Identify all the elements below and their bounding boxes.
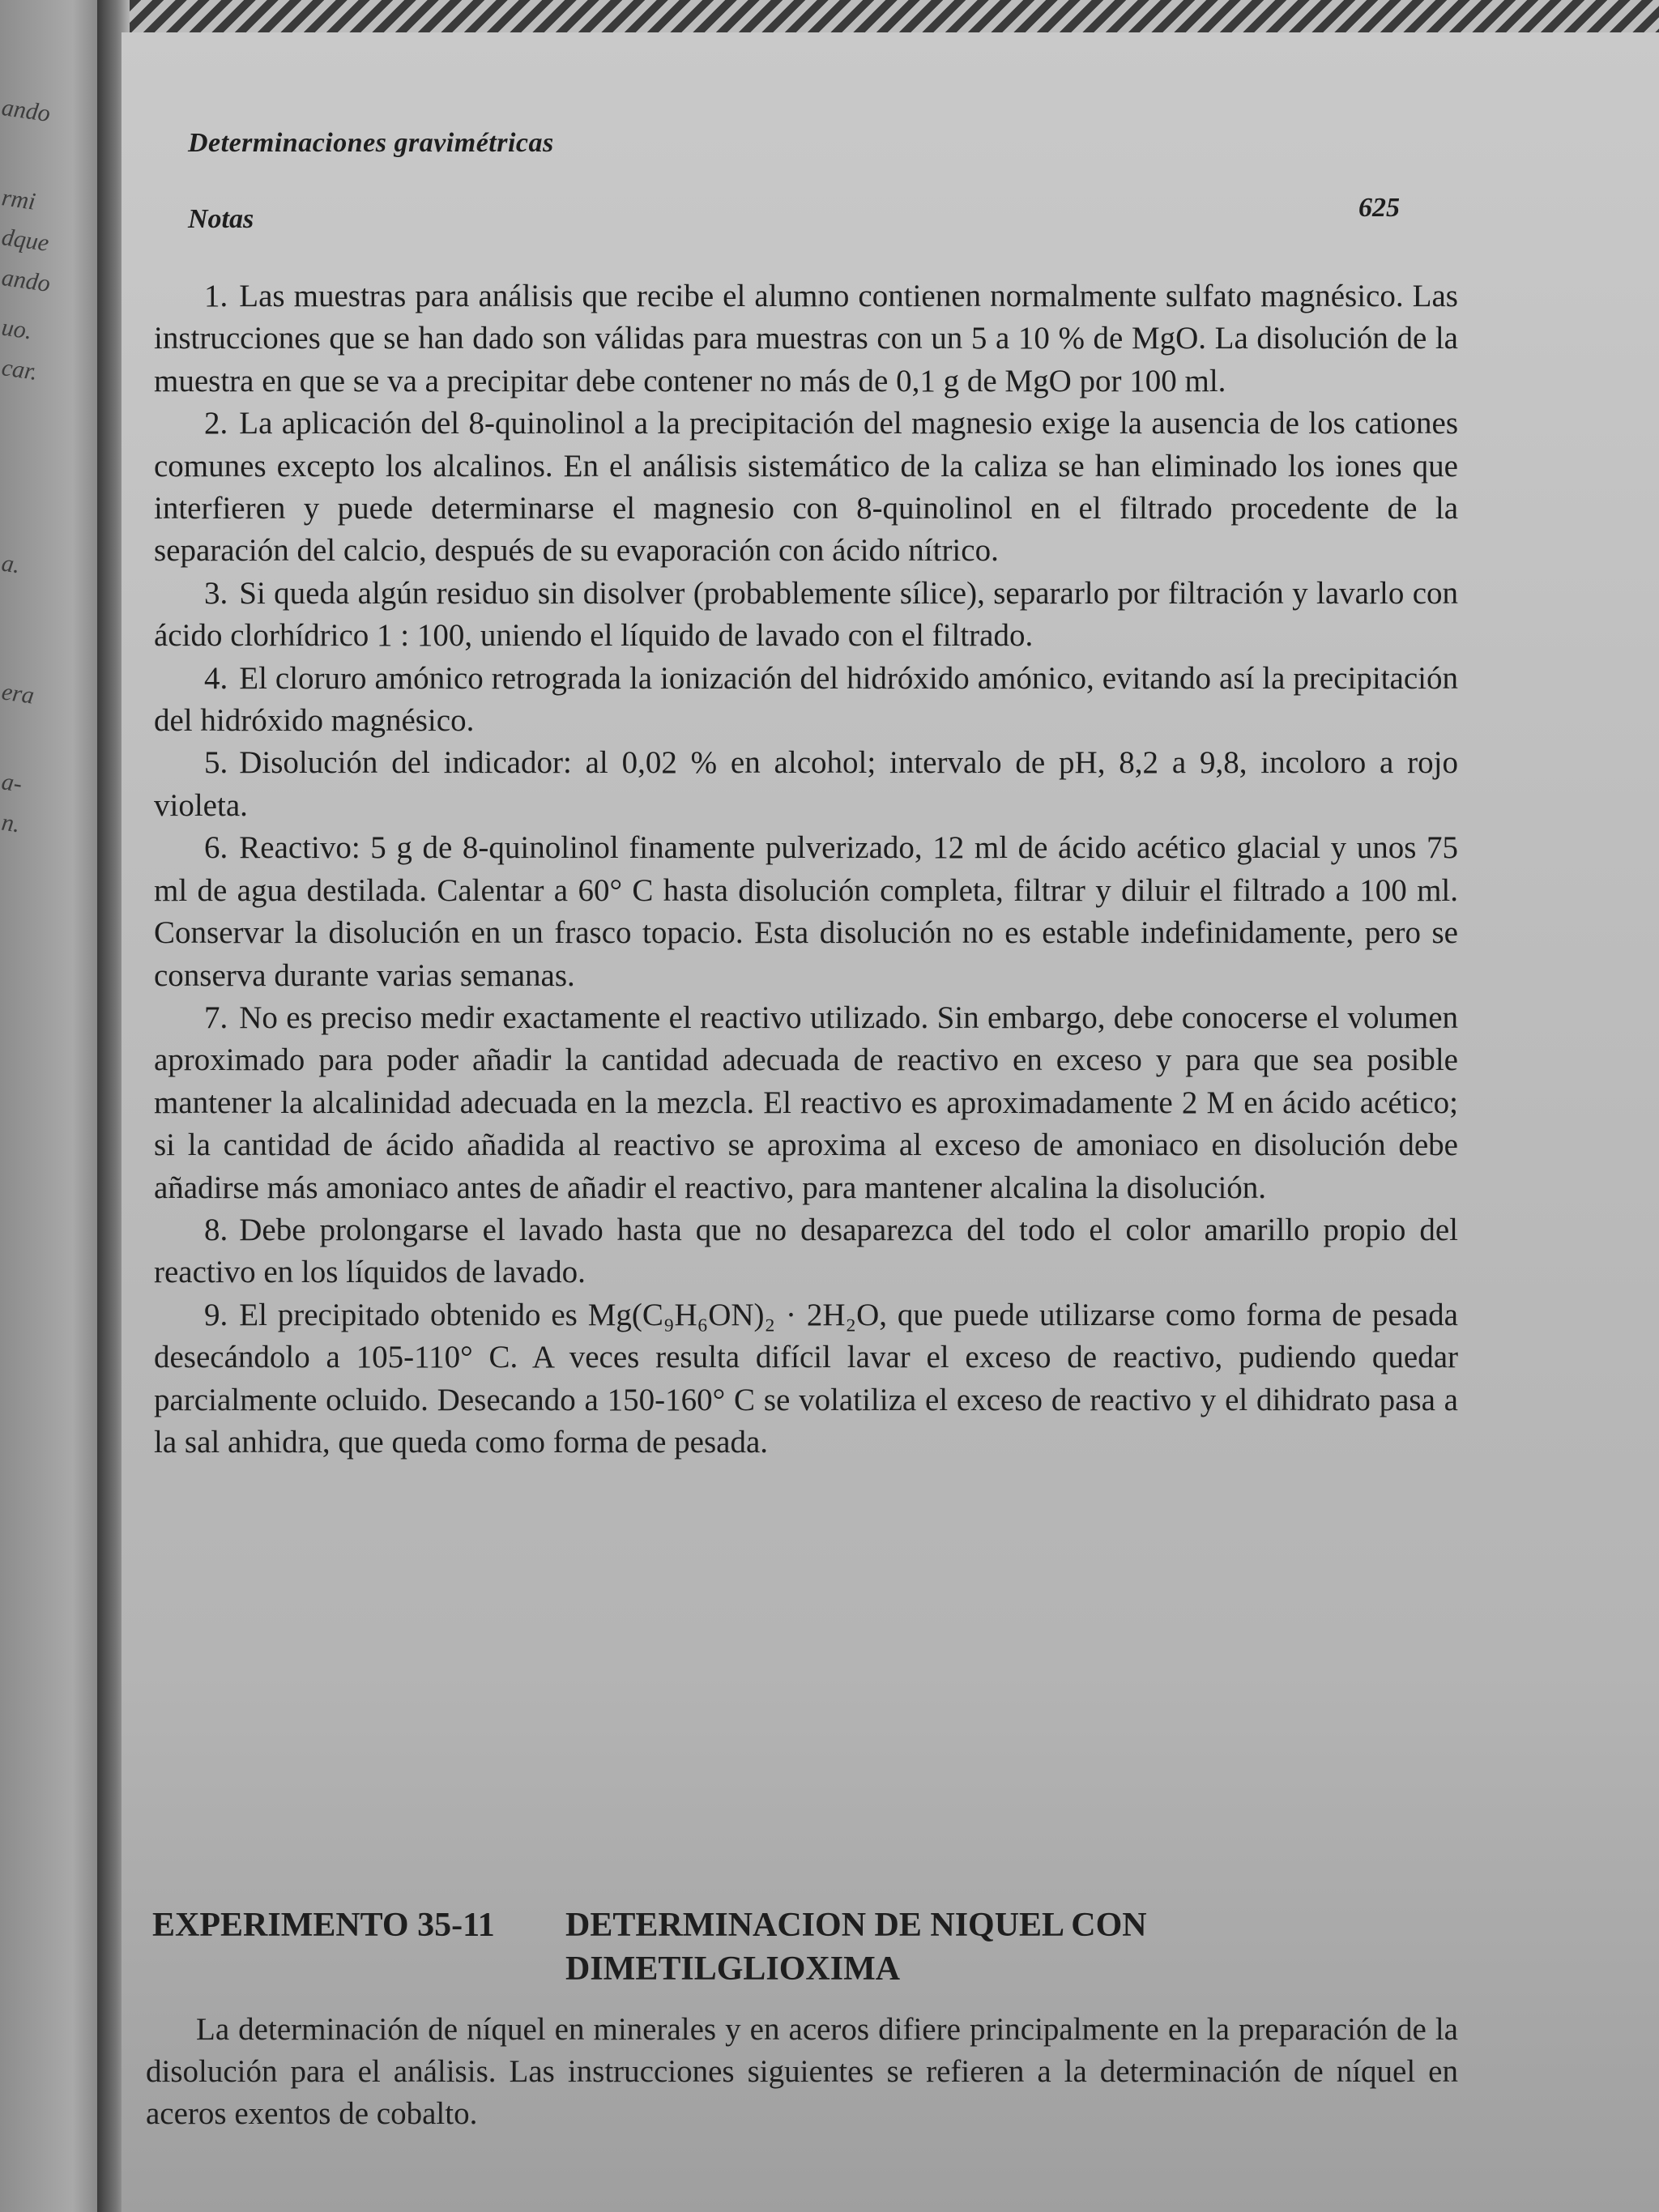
note-text: Si queda algún residuo sin disolver (probablemente sílice), separarlo por filtración y lavarlo con ácido clorhídrico 1 : 100, uniendo el líquido de lavado con el filtrado. (154, 575, 1458, 654)
note-text: Las muestras para análisis que recibe el alumno contienen normalmente sulfato magnésico. Las instrucciones que se han dado son válidas para muestras con un 5 a 10 % de MgO. La disolución de la muestra en que se va a precipitar debe contener no más de 0,1 g de MgO por 100 ml. (154, 279, 1458, 399)
note-number: 2. (204, 406, 228, 441)
facing-page-fragment: n. (0, 808, 22, 838)
note-number: 9. (204, 1297, 228, 1332)
note-number: 7. (204, 999, 228, 1035)
note-text: Debe prolongarse el lavado hasta que no desaparezca del todo el color amarillo propio del reactivo en los líquidos de lavado. (154, 1212, 1458, 1290)
facing-page-fragment: a- (0, 768, 24, 798)
note-item (154, 275, 1458, 403)
note-item (154, 573, 1458, 658)
note-text: Reactivo: 5 g de 8-quinolinol finamente pulverizado, 12 ml de ácido acético glacial y unos 75 ml de agua destilada. Calentar a 60° C hasta disolución completa, filtrar y diluir el filtrado a 100 ml. Conservar la disolución en un frasco topacio. Esta disolución no es estable indefinidamente, pero se conserva durante varias semanas. (154, 830, 1458, 993)
note-item (154, 1209, 1458, 1294)
note-item (154, 403, 1458, 573)
note-number: 3. (204, 575, 228, 611)
facing-page-fragment: ando (0, 263, 53, 298)
note-number: 6. (204, 830, 228, 866)
notes-list (154, 275, 1458, 1464)
note-item (154, 742, 1458, 827)
note-text: La aplicación del 8-quinolinol a la precipitación del magnesio exige la ausencia de los cationes comunes excepto los alcalinos. En el análisis sistemático de la caliza se han eliminado los iones que interfieren y puede determinarse el magnesio con 8-quinolinol en el filtrado procedente de la separación del calcio, después de su evaporación con ácido nítrico. (154, 406, 1458, 569)
note-number: 8. (204, 1212, 228, 1247)
note-item (154, 658, 1458, 743)
page-number: 625 (1358, 193, 1400, 223)
note-number: 1. (204, 279, 228, 313)
intro-paragraph: La determinación de níquel en minerales y en aceros difiere principalmente en la preparación de la disolución para el análisis. Las instrucciones siguientes se refieren a la determinación de níquel en aceros exentos de cobalto. (146, 2012, 1458, 2131)
note-number: 5. (204, 745, 228, 781)
facing-page-fragment: era (0, 678, 36, 710)
note-text: El precipitado obtenido es Mg(C₉H₆ON)₂ · 2H₂O, que puede utilizarse como forma de pesada desecándolo a 105-110° C. A veces resulta difícil lavar el exceso de reactivo, pudiendo quedar parcialmente ocluido. Desecando a 150-160° C se volatiliza el exceso de reactivo y el dihidrato pasa a la sal anhidra, que queda como forma de pesada. (154, 1297, 1458, 1460)
experiment-heading (152, 1903, 1465, 1991)
note-text: Disolución del indicador: al 0,02 % en alcohol; intervalo de pH, 8,2 a 9,8, incoloro a rojo violeta. (154, 745, 1458, 823)
facing-page-fragment: car. (0, 354, 40, 386)
note-text: No es preciso medir exactamente el reactivo utilizado. Sin embargo, debe conocerse el volumen aproximado para poder añadir la cantidad adecuada de reactivo en exceso y para que sea posible mantener la alcalinidad adecuada en la mezcla. El reactivo es aproximadamente 2 M en ácido acético; si la cantidad de ácido añadida al reactivo se aproxima al exceso de amoniaco en disolución debe añadirse más amoniaco antes de añadir el reactivo, para mantener alcalina la disolución. (154, 999, 1458, 1205)
running-head: Determinaciones gravimétricas (188, 128, 554, 158)
note-text: El cloruro amónico retrograda la ionización del hidróxido amónico, evitando así la precipitación del hidróxido magnésico. (154, 660, 1458, 739)
note-number: 4. (204, 660, 228, 696)
note-item (154, 997, 1458, 1209)
section-label: Notas (188, 204, 254, 234)
experiment-number: EXPERIMENTO 35-11 (152, 1907, 495, 1944)
facing-page-fragment: dque (0, 224, 51, 257)
facing-page-fragment: uo. (0, 313, 34, 345)
facing-page-fragment: rmi (0, 184, 37, 215)
book-page (122, 32, 1659, 2212)
note-item (154, 1294, 1458, 1464)
facing-page-fragment: ando (0, 93, 53, 128)
experiment-title: DETERMINACION DE NIQUEL CON DIMETILGLIOXIMA (565, 1907, 1147, 1988)
note-item (154, 827, 1458, 997)
facing-page-fragment: a. (0, 549, 22, 579)
